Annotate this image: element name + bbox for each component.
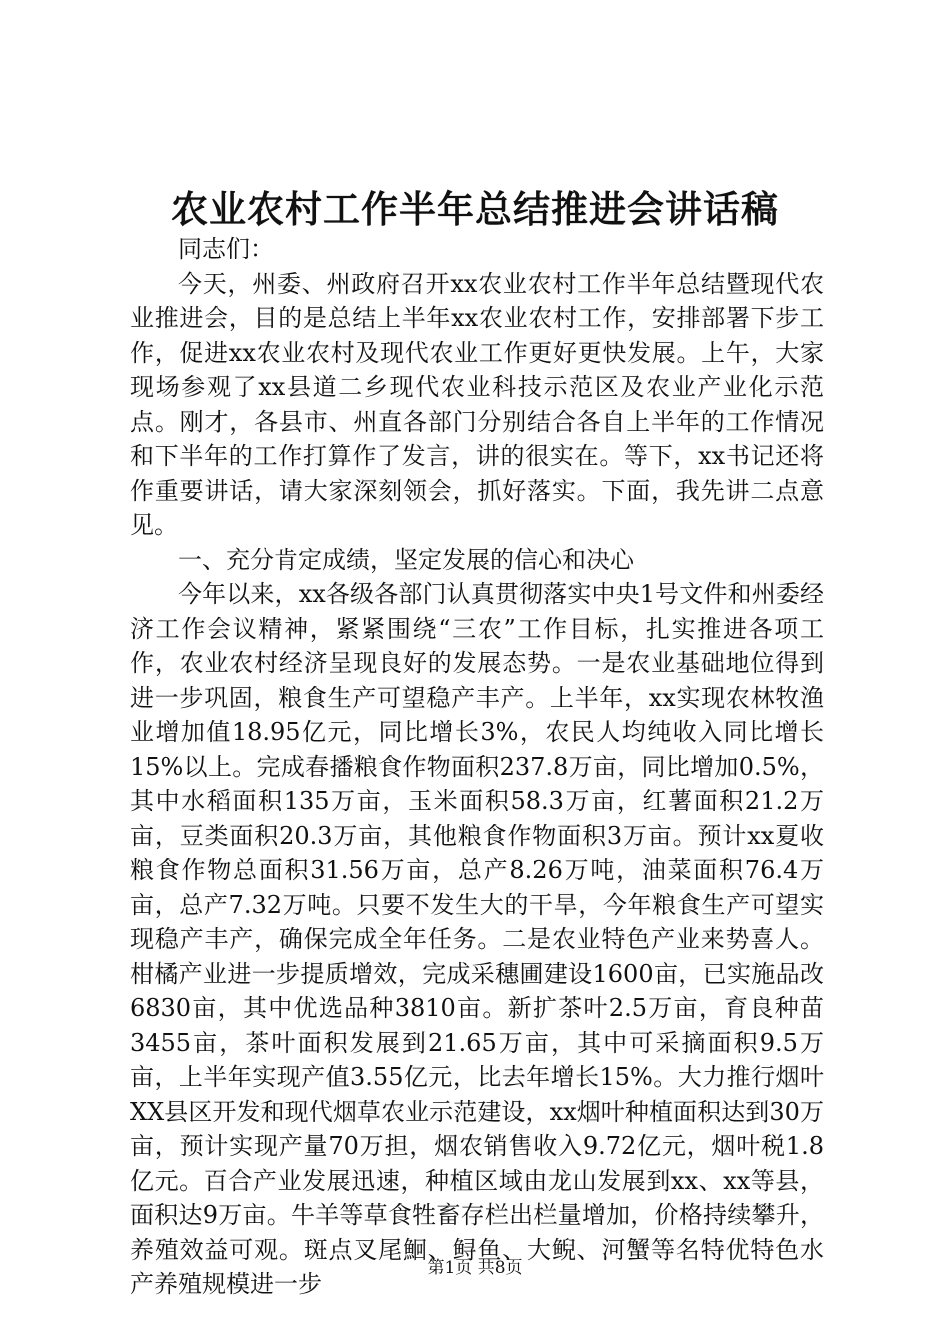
achievements-paragraph: 今年以来，xx各级各部门认真贯彻落实中央1号文件和州委经济工作会议精神，紧紧围绕“三农”工作目标，扎实推进各项工作，农业农村经济呈现良好的发展态势。一是农业基础地位得到进一步巩固，粮食生产可望稳产丰产。上半年，xx实现农林牧渔业增加值18.95亿元，同比增长3%，农民人均纯收入同比增长15%以上。完成春播粮食作物面积237.8万亩，同比增加0.5%，其中水稻面积135万亩，玉米面积58.3万亩，红薯面积21.2万亩，豆类面积20.3万亩，其他粮食作物面积3万亩。预计xx夏收粮食作物总面积31.56万亩，总产8.26万吨，油菜面积76.4万亩，总产7.32万吨。只要不发生大的干旱，今年粮食生产可望实现稳产丰产，确保完成全年任务。二是农业特色产业来势喜人。柑橘产业进一步提质增效，完成采穗圃建设1600亩，已实施品改6830亩，其中优选品种3810亩。新扩茶叶2.5万亩，育良种苗3455亩，茶叶面积发展到21.65万亩，其中可采摘面积9.5万亩，上半年实现产值3.55亿元，比去年增长15%。大力推行烟叶XX县区开发和现代烟草农业示范建设，xx烟叶种植面积达到30万亩，预计实现产量70万担，烟农销售收入9.72亿元，烟叶税1.8亿元。百合产业发展迅速，种植区域由龙山发展到xx、xx等县，面积达9万亩。牛羊等草食牲畜存栏出栏量增加，价格持续攀升，养殖效益可观。斑点叉尾鮰、鲟鱼、大鲵、河蟹等名特优特色水产养殖规模进一步	[130, 580, 824, 1298]
salutation-paragraph: 同志们：	[178, 235, 274, 263]
page-number-footer: 第1页 共8页	[427, 1258, 523, 1278]
intro-paragraph: 今天，州委、州政府召开xx农业农村工作半年总结暨现代农业推进会，目的是总结上半年xx农业农村工作，安排部署下步工作，促进xx农业农村及现代农业工作更好更快发展。上午，大家现场参观了xx县道二乡现代农业科技示范区及农业产业化示范点。刚才，各县市、州直各部门分别结合各自上半年的工作情况和下半年的工作打算作了发言，讲的很实在。等下，xx书记还将作重要讲话，请大家深刻领会，抓好落实。下面，我先讲二点意见。	[130, 269, 824, 539]
section-heading: 一、充分肯定成绩，坚定发展的信心和决心	[178, 545, 634, 574]
document-body	[130, 232, 824, 1302]
document-title: 农业农村工作半年总结推进会讲话稿	[171, 187, 779, 231]
